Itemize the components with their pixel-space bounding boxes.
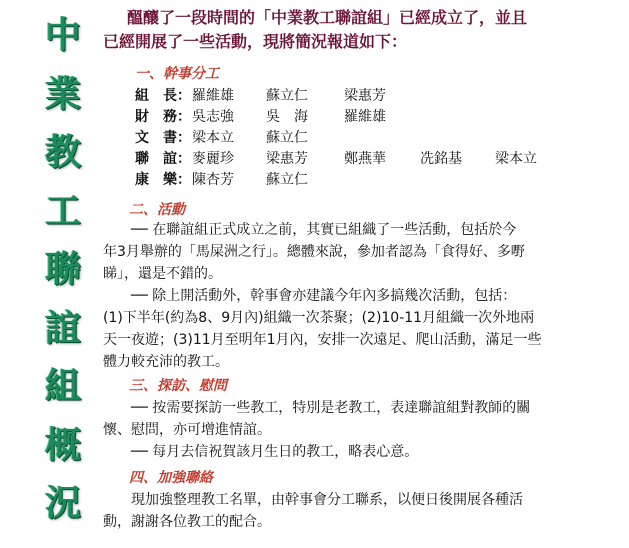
title-char: 況 — [44, 483, 81, 524]
section-heading-contact: 四、加強聯絡 — [129, 470, 213, 486]
activities-line: (1)下半年(約為8、9月內)組織一次茶聚；(2)10-11月組織一次外地兩 — [103, 310, 535, 326]
role-name: 吳志強 — [192, 109, 234, 125]
role-label: 康 樂： — [135, 172, 191, 188]
role-label: 聯 誼： — [135, 151, 191, 167]
role-name: 梁本立 — [192, 130, 234, 146]
role-name: 羅維雄 — [192, 88, 234, 104]
role-name: 吳 海 — [266, 109, 308, 125]
role-name: 梁本立 — [495, 151, 537, 167]
role-name: 鄭燕華 — [344, 151, 386, 167]
role-label: 文 書： — [135, 130, 191, 146]
role-name: 蘇立仁 — [266, 172, 308, 188]
title-char: 業 — [44, 73, 81, 115]
title-char: 工 — [44, 190, 81, 232]
title-char: 誼 — [44, 307, 81, 349]
activities-line: 體力較充沛的教工。 — [103, 354, 229, 370]
role-name: 梁惠芳 — [266, 151, 308, 167]
activities-line: 天一夜遊；(3)11月至明年1月內，安排一次遠足、爬山活動，滿足一些 — [103, 332, 542, 348]
title-char: 概 — [44, 424, 81, 466]
title-char: 聯 — [44, 249, 81, 290]
role-label: 組 長： — [135, 88, 191, 104]
intro-line-2: 已經開展了一些活動，現將簡況報道如下： — [103, 32, 408, 51]
intro-line-1: 醞釀了一段時間的「中業教工聯誼組」已經成立了，並且 — [127, 8, 528, 27]
section-heading-activities: 二、活動 — [129, 202, 185, 218]
activities-line: 睇」，還是不錯的。 — [103, 266, 222, 282]
role-label: 財 務： — [135, 109, 191, 125]
contact-line: 動，謝謝各位教工的配合。 — [103, 514, 271, 530]
title-char: 組 — [44, 366, 81, 407]
role-name: 陳杏芳 — [192, 172, 234, 188]
role-name: 梁惠芳 — [344, 88, 386, 104]
visits-line: 懷、慰問，亦可增進情誼。 — [103, 422, 271, 438]
section-heading-roles: 一、幹事分工 — [135, 66, 219, 82]
title-char: 中 — [44, 15, 81, 56]
section-heading-visits: 三、探訪、慰問 — [129, 378, 227, 394]
role-name: 麥麗珍 — [192, 151, 234, 167]
activities-line: ── 除上開活動外，幹事會亦建議今年內多搞幾次活動，包括： — [131, 288, 517, 304]
contact-line: 現加強整理教工名單，由幹事會分工聯系，以便日後開展各種活 — [131, 492, 523, 508]
activities-line: 年3月舉辦的「馬屎洲之行」。總體來說，參加者認為「食得好、多嘢 — [103, 244, 525, 260]
role-name: 冼銘基 — [420, 151, 462, 167]
activities-line: ── 在聯誼組正式成立之前，其實已組織了一些活動，包括於今 — [131, 222, 517, 238]
role-name: 蘇立仁 — [266, 88, 308, 104]
title-char: 教 — [44, 132, 81, 173]
role-name: 蘇立仁 — [266, 130, 308, 146]
visits-line: ── 每月去信祝賀該月生日的教工，略表心意。 — [131, 444, 419, 460]
visits-line: ── 按需要探訪一些教工，特別是老教工，表達聯誼組對教師的關 — [131, 400, 531, 416]
role-name: 羅維雄 — [344, 109, 386, 125]
